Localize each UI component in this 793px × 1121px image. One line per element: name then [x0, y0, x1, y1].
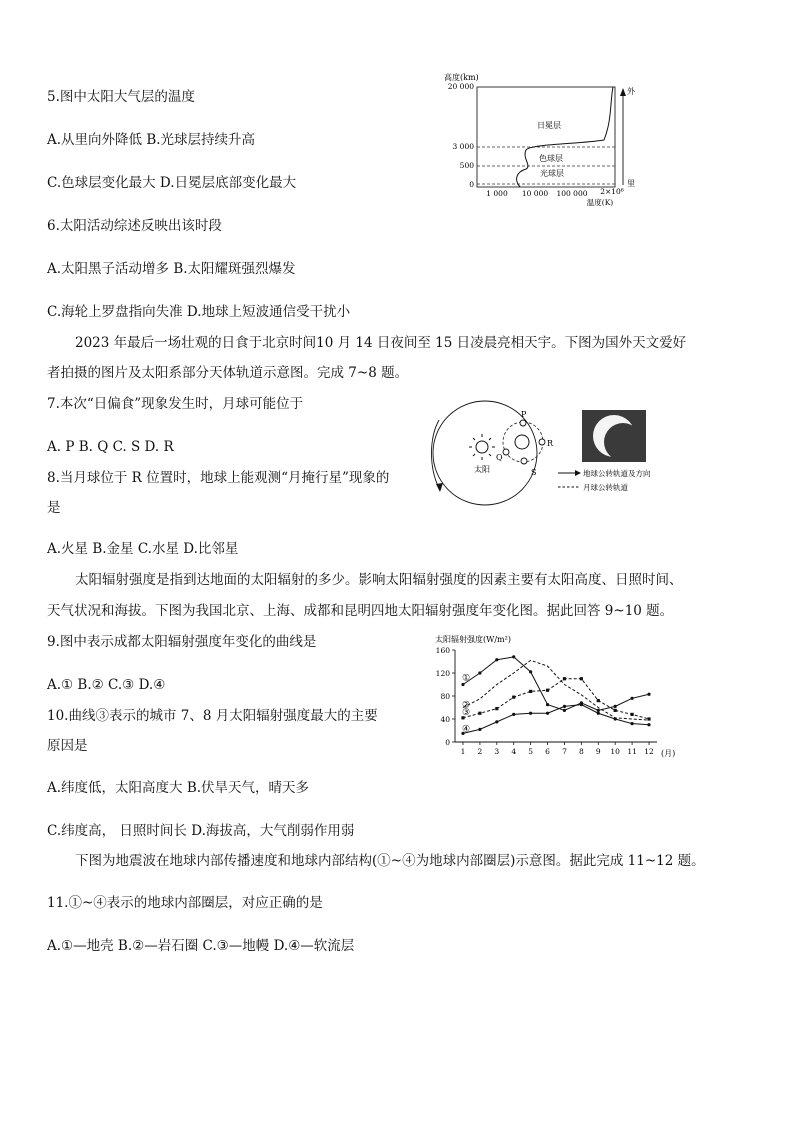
series-line-3	[463, 679, 649, 719]
x-tick-label: 7	[562, 747, 567, 756]
atm-y-title: 高度(km)	[444, 73, 479, 82]
atm-xtick-10000: 10 000	[521, 189, 549, 198]
q10-stem-line1: 10.曲线③表示的城市 7、8 月太阳辐射强度最大的主要	[47, 708, 378, 724]
q9-options: A.① B.② C.③ D.④	[47, 677, 166, 693]
x-tick-label: 8	[578, 747, 584, 756]
sun-label: 太阳	[474, 465, 490, 474]
series-point-1	[495, 658, 498, 661]
point-s-label: S	[531, 468, 537, 477]
chart-x-label: (月)	[661, 749, 676, 758]
series-point-3	[512, 696, 515, 699]
series-point-1	[512, 655, 515, 658]
outward-arrow-icon	[620, 88, 626, 96]
q5-options-cd: C.色球层变化最大 D.日冕层底部变化最大	[47, 175, 297, 191]
x-tick-label: 5	[528, 747, 534, 756]
earth-icon	[515, 435, 529, 449]
orbit-direction-arrow-icon	[436, 483, 443, 492]
atm-x-title: 温度(K)	[586, 198, 614, 207]
series-line-4	[463, 705, 649, 734]
moon-r-icon	[539, 439, 545, 445]
y-tick-label: 0	[445, 738, 450, 747]
series-point-1	[630, 697, 633, 700]
passage2-line2: 天气状况和海拔。下图为我国北京、上海、成都和昆明四地太阳辐射强度年变化图。据此回答 9~10 题。	[47, 603, 674, 619]
y-tick-label: 120	[435, 669, 450, 678]
layer-chromosphere: 色球层	[539, 154, 563, 163]
q5-stem: 5.图中太阳大气层的温度	[47, 89, 195, 105]
q8-stem-line2: 是	[47, 500, 61, 516]
q7-stem: 7.本次“日偏食”现象发生时，月球可能位于	[47, 396, 304, 412]
series-point-4	[647, 723, 650, 726]
temperature-curve	[517, 87, 613, 187]
moon-shadow-photo	[604, 423, 642, 461]
point-q-label: Q	[496, 453, 503, 462]
q10-options-ab: A.纬度低，太阳高度大 B.伏旱天气，晴天多	[47, 780, 310, 796]
passage2-line1: 太阳辐射强度是指到达地面的太阳辐射的多少。影响太阳辐射强度的因素主要有太阳高度、日照时间、	[75, 572, 683, 588]
series-point-3	[614, 709, 617, 712]
q7-options: A. P B. Q C. S D. R	[47, 439, 174, 455]
atm-ytick-0: 0	[469, 180, 474, 189]
atm-ytick-20000: 20 000	[447, 82, 474, 91]
atm-xtick-2e6: 2×10⁶	[600, 187, 624, 196]
chart-y-label: 太阳辐射强度(W/m²)	[435, 635, 511, 644]
point-p-label: P	[521, 410, 527, 419]
series-point-4	[597, 712, 600, 715]
q11-stem: 11.①~④表示的地球内部圈层，对应正确的是	[47, 895, 323, 911]
arrow-label-outer: 外	[627, 87, 635, 96]
atm-xtick-1000: 1 000	[486, 189, 508, 198]
series-point-4	[563, 705, 566, 708]
series-point-3	[495, 707, 498, 710]
series-label-1: ①	[462, 673, 471, 684]
solar-radiation-chart	[425, 630, 685, 762]
y-tick-label: 160	[435, 646, 450, 655]
arrow-label-inner: 里	[627, 179, 635, 188]
q10-options-cd: C.纬度高， 日照时间长 D.海拔高，大气削弱作用弱	[47, 823, 355, 839]
x-tick-label: 3	[494, 747, 500, 756]
series-label-2: ②	[462, 700, 471, 711]
x-tick-label: 6	[545, 747, 550, 756]
series-line-1	[463, 657, 649, 710]
series-point-4	[529, 712, 532, 715]
passage1-line1: 2023 年最后一场壮观的日食于北京时间10 月 14 日夜间至 15 日凌晨亮相天宇。下图为国外天文爱好	[75, 335, 687, 351]
series-point-4	[546, 712, 549, 715]
x-tick-label: 4	[511, 747, 517, 756]
legend-moon-label: 月球公转轨道	[583, 483, 628, 492]
atm-xtick-100000: 100 000	[556, 189, 588, 198]
series-point-3	[630, 713, 633, 716]
series-point-3	[647, 717, 650, 720]
layer-photosphere: 光球层	[540, 169, 564, 178]
q10-stem-line2: 原因是	[47, 738, 88, 754]
q6-stem: 6.太阳活动综述反映出该时段	[47, 218, 222, 234]
x-tick-label: 2	[477, 747, 483, 756]
moon-p-icon	[520, 420, 526, 426]
q8-stem-line1: 8.当月球位于 R 位置时，地球上能观测“月掩行星”现象的	[47, 470, 390, 486]
series-point-3	[546, 689, 549, 692]
x-tick-label: 1	[460, 747, 466, 756]
series-point-1	[478, 671, 481, 674]
moon-q-icon	[503, 449, 509, 455]
series-label-3: ③	[462, 707, 471, 718]
passage3-line1: 下图为地震波在地球内部传播速度和地球内部结构(①~④为地球内部圈层)示意图。据此完成 11~12 题。	[75, 853, 705, 869]
atm-ytick-500: 500	[459, 161, 474, 170]
series-point-1	[614, 705, 617, 708]
x-tick-label: 11	[627, 747, 637, 756]
series-point-3	[563, 677, 566, 680]
y-tick-label: 80	[440, 692, 450, 701]
series-point-4	[478, 728, 481, 731]
layer-corona: 日冕层	[537, 121, 561, 130]
series-point-1	[597, 709, 600, 712]
q11-options: A.①—地壳 B.②—岩石圈 C.③—地幔 D.④—软流层	[47, 938, 355, 954]
moon-s-icon	[521, 458, 527, 464]
series-point-4	[630, 722, 633, 725]
q6-options-cd: C.海轮上罗盘指向失准 D.地球上短波通信受干扰小	[47, 304, 351, 320]
q8-options: A.火星 B.金星 C.水星 D.比邻星	[47, 541, 239, 557]
x-tick-label: 9	[595, 747, 601, 756]
series-point-4	[614, 717, 617, 720]
series-point-4	[512, 713, 515, 716]
orbit-diagram	[425, 398, 680, 508]
x-tick-label: 10	[610, 747, 620, 756]
series-line-2	[463, 660, 649, 720]
point-r-label: R	[547, 439, 554, 448]
series-point-1	[546, 703, 549, 706]
passage1-line2: 者拍摄的图片及太阳系部分天体轨道示意图。完成 7~8 题。	[47, 365, 409, 381]
series-label-4: ④	[462, 724, 471, 735]
q6-options-ab: A.太阳黑子活动增多 B.太阳耀斑强烈爆发	[47, 261, 296, 277]
series-point-1	[647, 693, 650, 696]
atm-ytick-3000: 3 000	[452, 142, 474, 151]
q5-options-ab: A.从里向外降低 B.光球层持续升高	[47, 132, 256, 148]
legend-earth-label: 地球公转轨道及方向	[583, 469, 651, 478]
series-point-1	[563, 709, 566, 712]
y-tick-label: 40	[440, 715, 450, 724]
series-point-3	[529, 690, 532, 693]
series-point-4	[580, 703, 583, 706]
q9-stem: 9.图中表示成都太阳辐射强度年变化的曲线是	[47, 634, 317, 650]
legend-earth-arrow-icon	[575, 470, 581, 476]
series-point-3	[478, 712, 481, 715]
series-point-4	[495, 720, 498, 723]
solar-atmosphere-figure	[440, 70, 640, 210]
x-tick-label: 12	[644, 747, 654, 756]
sun-icon	[469, 434, 495, 460]
series-point-1	[529, 670, 532, 673]
series-point-3	[597, 699, 600, 702]
series-point-3	[580, 677, 583, 680]
